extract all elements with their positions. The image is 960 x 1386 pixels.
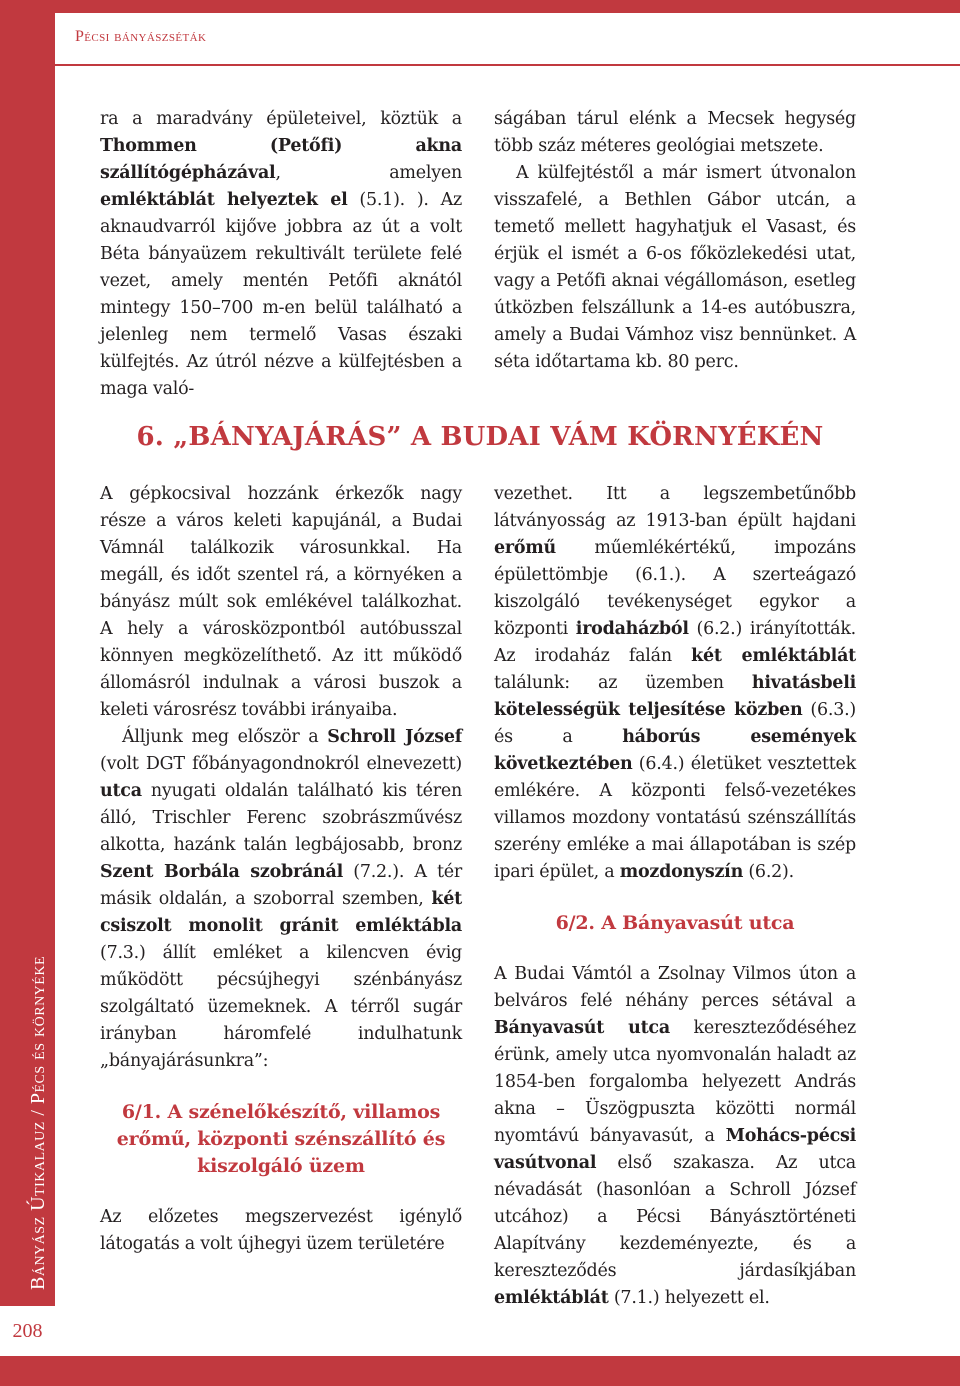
bold-run: Schroll József [327,727,462,747]
bold-run: erőmű [494,538,557,558]
text-run: Álljunk meg először a [122,727,328,747]
text-run: (6.2). [743,862,794,882]
top-left-column [100,106,462,403]
bold-run: Szent Borbála szobránál [100,862,344,882]
top-right-column [494,106,856,376]
bold-run: két csiszolt monolit gránit emléktábla [100,889,462,936]
text-run: (6.4.) életüket vesztettek emlékére. A központi felső-vezetékes villamos mozdony vontatású szénszállítás szerény emléke a mai állapotában is szép ipari épület, a [494,754,856,882]
bold-run: mozdonyszín [619,862,744,882]
paragraph [494,160,856,376]
bold-run: emléktáblát helyeztek el [100,190,348,210]
left-column [100,481,462,1258]
bold-run: Bányavasút utca [494,1018,670,1038]
text-run: (volt DGT főbányagondnokról elnevezett) [100,754,462,774]
text-run: (6.2.) irányították. Az irodaház falán [494,619,857,666]
text-run: műemlékértékű, impozáns épülettömbje (6.1.). A szerteágazó kiszolgáló tevékenységet egykor a központi [494,538,856,639]
section-title: 6. „BÁNYAJÁRÁS” A BUDAI VÁM KÖRNYÉKÉN [136,422,824,452]
right-column [494,481,856,1312]
subsection-heading: 6/1. A szénelőkészítő, villamos erőmű, központi szénszállító és kiszolgáló üzem [116,1101,446,1177]
paragraph [100,1204,462,1258]
text-run: A Budai Vámtól a Zsolnay Vilmos úton a belváros felé néhány perces sétával a [494,964,856,1011]
paragraph [100,724,462,1075]
text-run: első szakasza. Az utca névadását (hasonlóan a Schroll József utcához) a Pécsi Bányásztörténeti Alapítvány kezdeményezte, és a kereszteződés járdasíkjában [494,1153,856,1281]
text-run: ra a maradvány épületeivel, köztük a [100,109,462,129]
text-run: (6.3.) és a [494,700,856,747]
text-run: találunk: az üzemben [494,673,752,693]
paragraph [494,106,856,160]
text-run: vezethet. Itt a legszembetűnőbb látványosság az 1913-ban épült hajdani [494,484,856,531]
bold-run: Thommen (Petőfi) akna szállítógépházával [100,136,462,183]
top-rule [55,0,960,13]
page-number: 208 [0,1306,55,1356]
text-run: , amelyen [275,163,462,183]
text-run: kereszteződéséhez érünk, amely utca nyomvonalán haladt az 1854-ben forgalomba helyezett András akna – Üszögpuszta közötti normál nyomtávú bányavasút, a [494,1018,856,1146]
text-run: A külfejtéstől a már ismert útvonalon visszafelé, a Bethlen Gábor utcán, a temető mellett hagyhatjuk el Vasast, és érjük el ismét a 6-os főközlekedési utat, vagy a Petőfi aknai végállomáson, esetleg útközben felszállunk a 14-es autóbuszra, amely a Budai Vámhoz visz bennünket. A séta időtartama kb. 80 perc. [494,163,856,372]
bold-run: utca [100,781,142,801]
header-rule [55,64,960,66]
text-run: (7.1.) helyezett el. [608,1288,770,1308]
sidebar-book-title: Bányász Útikalauz / Pécs és környéke [27,955,49,1290]
text-run: (5.1). ). Az aknaudvarról kijőve jobbra az út a volt Béta bányaüzem rekultivált területe felé vezet, amely mentén Petőfi aknától mintegy 150–700 m-en belül található a jelenleg nem termelő Vasas északi külfejtés. Az útról nézve a külfejtésben a maga való- [100,190,462,399]
bold-run: Mohács-pécsi vasútvonal [494,1126,856,1173]
sidebar-band [0,0,55,1386]
bold-run: emléktáblát [494,1288,609,1308]
paragraph [494,961,856,1312]
text-run: A gépkocsival hozzánk érkezők nagy része a város keleti kapujánál, a Budai Vámnál találkozik városunkkal. Ha megáll, és időt szentel rá, a környéken a bányász múlt sok emlékével találkozhat. A hely a városközpontból autóbusszal könnyen megközelíthető. Az itt működő állomásról indulnak a városi buszok a keleti városrész további irányaiba. [100,484,462,720]
paragraph [100,106,462,403]
text-run: nyugati oldalán található kis téren álló, Trischler Ferenc szobrászművész alkotta, hazánk talán legbájosabb, bronz [100,781,462,855]
bold-run: hivatásbeli kötelességük teljesítése közben [494,673,856,720]
paragraph [494,481,856,886]
bold-run: két emléktáblát [691,646,856,666]
bold-run: háborús események következtében [494,727,856,774]
text-run: (7.3.) állít emléket a kilencven évig működött pécsújhegyi szénbányász szolgáltató üzemeknek. A térről sugár irányban háromfelé indulhatunk „bányajárásunkra”: [100,943,462,1071]
running-header: Pécsi bányászséták [75,28,207,45]
text-run: (7.2.). A tér másik oldalán, a szoborral szemben, [100,862,462,909]
bold-run: irodaházból [575,619,689,639]
bottom-rule [55,1356,960,1386]
text-run: ságában tárul elénk a Mecsek hegység több száz méteres geológiai metszete. [494,109,856,156]
text-run: Az előzetes megszervezést igénylő látogatás a volt újhegyi üzem területére [100,1207,462,1254]
subsection-heading: 6/2. A Bányavasút utca [555,912,795,934]
paragraph [100,481,462,724]
